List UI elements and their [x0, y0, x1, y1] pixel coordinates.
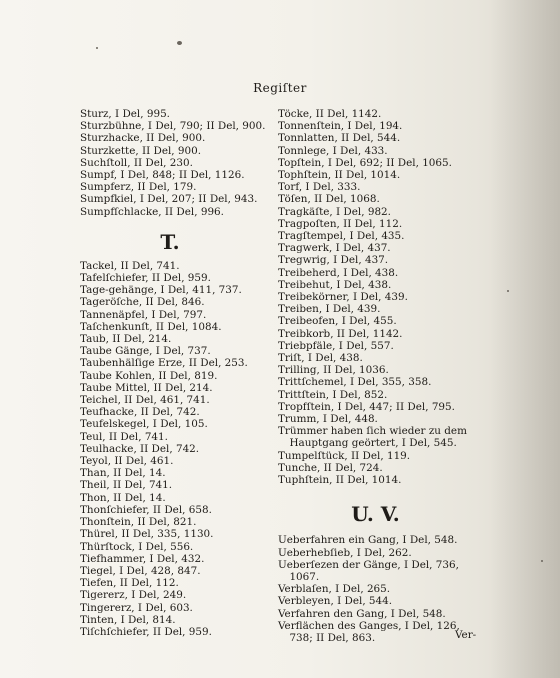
section-letter-uv: U. V.	[351, 502, 400, 527]
index-entry: Verbleyen, I Del, 544.	[278, 595, 393, 608]
index-entry: Thonſchiefer, II Del, 658.	[80, 503, 212, 516]
index-entry: Tropfſtein, I Del, 447; II Del, 795.	[278, 400, 455, 413]
index-entry: Trittſtein, I Del, 852.	[278, 388, 388, 401]
index-entry: Tragſtempel, I Del, 435.	[278, 230, 405, 243]
index-entry: Treibkorb, II Del, 1142.	[278, 327, 403, 340]
index-entry: Tragpoſten, II Del, 112.	[278, 217, 403, 230]
index-entry: Teufhacke, II Del, 742.	[80, 406, 200, 419]
index-entry: Treibekörner, I Del, 439.	[278, 291, 408, 304]
index-entry: Sumpferz, II Del, 179.	[80, 181, 197, 194]
index-entry: Teul, II Del, 741.	[80, 430, 168, 443]
index-entry: Sturzbühne, I Del, 790; II Del, 900.	[80, 120, 266, 133]
index-entry: Trittſchemel, I Del, 355, 358.	[278, 376, 432, 389]
index-entry: Teulhacke, II Del, 742.	[80, 442, 200, 455]
index-entry: Taube Gänge, I Del, 737.	[80, 345, 211, 358]
catchword: Ver-	[455, 629, 477, 641]
index-entry: Ueberfahren ein Gang, I Del, 548.	[278, 534, 458, 547]
right-entries-top	[278, 108, 483, 486]
index-entry: Sturzhacke, II Del, 900.	[80, 132, 206, 145]
index-entry: Treiben, I Del, 439.	[278, 303, 381, 316]
index-entry: Tonnenſtein, I Del, 194.	[278, 120, 403, 133]
index-entry: Tregwrig, I Del, 437.	[278, 254, 389, 267]
index-entry: Tragkäſte, I Del, 982.	[278, 205, 391, 218]
index-entry: Ueberhebſieb, I Del, 262.	[278, 546, 412, 559]
section-letter-t: T.	[160, 229, 180, 254]
index-entry: Taſchenkunſt, II Del, 1084.	[80, 320, 222, 333]
index-entry: Treibeherd, I Del, 438.	[278, 266, 399, 279]
index-entry: Tunche, II Del, 724.	[278, 461, 383, 474]
index-entry: Sumpfkiel, I Del, 207; II Del, 943.	[80, 193, 258, 206]
left-column	[80, 108, 280, 638]
index-entry: Verfahren den Gang, I Del, 548.	[278, 607, 446, 620]
index-entry: Töſen, II Del, 1068.	[278, 193, 380, 206]
ink-speck	[177, 41, 182, 45]
index-entry: Tuphſtein, II Del, 1014.	[278, 474, 402, 487]
index-entry: Suchſtoll, II Del, 230.	[80, 156, 193, 169]
index-entry: Triſt, I Del, 438.	[278, 352, 363, 365]
index-entry: Thonſtein, II Del, 821.	[80, 516, 197, 529]
index-entry: Teufelskegel, I Del, 105.	[80, 418, 208, 431]
index-entry: Sturz, I Del, 995.	[80, 108, 170, 120]
page-header-title: Regiſter	[253, 81, 307, 95]
ink-speck	[541, 560, 543, 562]
index-entry: Trilling, II Del, 1036.	[278, 364, 389, 377]
index-entry: Töcke, II Del, 1142.	[278, 108, 382, 120]
index-entry: Tonnlege, I Del, 433.	[278, 144, 388, 157]
index-entry: Tageröſche, II Del, 846.	[80, 296, 205, 309]
index-entry: Treibehut, I Del, 438.	[278, 278, 392, 291]
index-entry: Tonnlatten, II Del, 544.	[278, 132, 401, 145]
index-entry: Ueberſezen der Gänge, I Del, 736, 1067.	[278, 558, 459, 583]
index-entry: Thürel, II Del, 335, 1130.	[80, 528, 214, 541]
index-entry: Tingererz, I Del, 603.	[80, 601, 193, 614]
index-entry: Verblaſen, I Del, 265.	[278, 583, 391, 596]
index-entry: Taube Kohlen, II Del, 819.	[80, 369, 218, 382]
index-entry: Taubenhälſige Erze, II Del, 253.	[80, 357, 248, 370]
right-entries-bottom	[278, 534, 483, 644]
index-entry: Than, II Del, 14.	[80, 467, 166, 480]
index-entry: Torf, I Del, 333.	[278, 181, 361, 194]
index-entry: Sumpf, I Del, 848; II Del, 1126.	[80, 169, 245, 182]
index-entry: Teyol, II Del, 461.	[80, 455, 174, 468]
index-entry: Tophſtein, II Del, 1014.	[278, 169, 401, 182]
left-entries-bottom	[80, 260, 280, 638]
index-entry: Triebpfäle, I Del, 557.	[278, 339, 394, 352]
index-entry: Verflächen des Ganges, I Del, 126, 738; II Del, 863.	[278, 619, 460, 644]
index-entry: Tiſchſchiefer, II Del, 959.	[80, 625, 212, 638]
page-edge-shadow	[490, 0, 560, 678]
index-entry: Tackel, II Del, 741.	[80, 259, 180, 272]
ink-speck	[507, 290, 509, 292]
index-entry: Theil, II Del, 741.	[80, 479, 173, 492]
index-entry: Teichel, II Del, 461, 741.	[80, 394, 210, 407]
index-entry: Thürſtock, I Del, 556.	[80, 540, 194, 553]
index-entry: Trümmer haben ſich wieder zu dem Hauptgang geörtert, I Del, 545.	[278, 425, 467, 450]
index-entry: Tiefhammer, I Del, 432.	[80, 552, 205, 565]
index-entry: Tannenäpfel, I Del, 797.	[80, 308, 207, 321]
index-entry: Treibeofen, I Del, 455.	[278, 315, 397, 328]
index-entry: Tumpelſtück, II Del, 119.	[278, 449, 411, 462]
index-entry: Tragwerk, I Del, 437.	[278, 242, 391, 255]
index-entry: Sturzkette, II Del, 900.	[80, 144, 202, 157]
index-entry: Taub, II Del, 214.	[80, 333, 172, 346]
index-entry: Thon, II Del, 14.	[80, 491, 166, 504]
right-column	[278, 108, 483, 644]
index-entry: Tiegel, I Del, 428, 847.	[80, 564, 201, 577]
left-entries-top	[80, 108, 280, 218]
index-entry: Trumm, I Del, 448.	[278, 413, 378, 426]
index-entry: Sumpfſchlacke, II Del, 996.	[80, 205, 224, 218]
index-entry: Tage-gehänge, I Del, 411, 737.	[80, 284, 242, 297]
index-entry: Taube Mittel, II Del, 214.	[80, 381, 213, 394]
index-entry: Tafelſchiefer, II Del, 959.	[80, 272, 211, 285]
index-entry: Topſtein, I Del, 692; II Del, 1065.	[278, 156, 452, 169]
index-entry: Tinten, I Del, 814.	[80, 613, 176, 626]
index-entry: Tigererz, I Del, 249.	[80, 589, 187, 602]
ink-speck	[96, 47, 98, 49]
index-entry: Tiefen, II Del, 112.	[80, 577, 179, 590]
